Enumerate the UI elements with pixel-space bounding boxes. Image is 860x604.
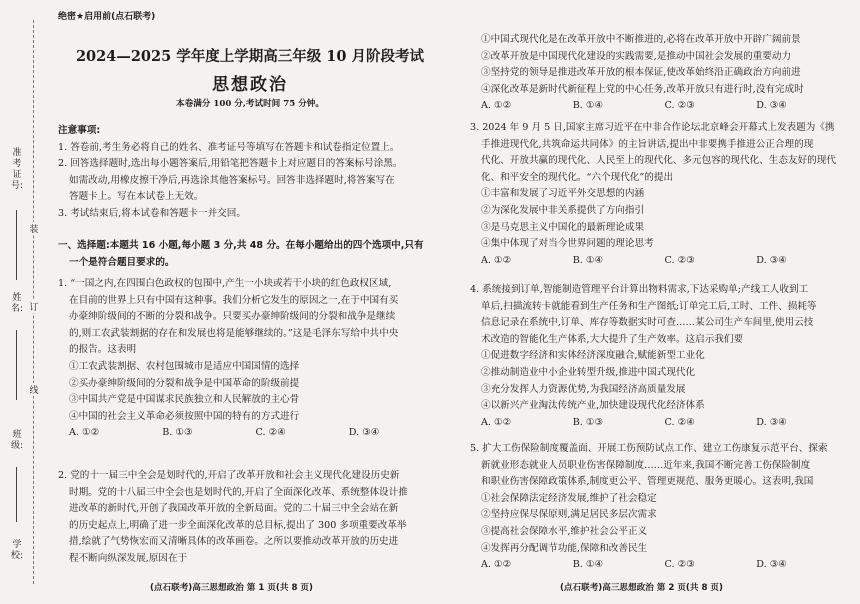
label-class: 班级:: [10, 430, 24, 451]
label-school: 学校:: [10, 540, 24, 561]
footer-page-2: (点石联考)高三思想政治 第 2 页(共 8 页): [560, 583, 723, 593]
question-text: 4. 系统接到订单,智能制造管理平台计算出物料需求,下达采购单;产线工人收到工: [470, 284, 809, 295]
options-row: [58, 425, 442, 442]
option-c: C. ②③: [664, 559, 695, 571]
secret-mark: 绝密★启用前(点石联考): [58, 12, 156, 22]
cut-mark: 订: [28, 300, 40, 313]
option-a: A. ①②: [69, 427, 100, 439]
option-c: C. ②④: [255, 427, 286, 439]
exam-subject: 思想政治: [212, 75, 288, 95]
question-text: 新就业形态就业人员职业伤害保障制度……近年来,我国不断完善工伤保险制度: [481, 459, 811, 471]
notes-item: 2. 回答选择题时,选出每小题答案后,用铅笔把答题卡上对应题目的答案标号涂黑。: [58, 158, 403, 170]
notes-item: 3. 考试结束后,将本试卷和答题卡一并交回。: [58, 207, 246, 219]
choice: ④深化改革是新时代新征程上党的中心任务,改革开放只有进行时,没有完成时: [481, 83, 804, 95]
option-a: A. ①②: [481, 559, 512, 571]
option-b: B. ①④: [572, 254, 604, 266]
cut-mark: 线: [28, 383, 40, 396]
option-a: A. ①②: [481, 100, 512, 112]
choice: ④以新兴产业淘汰传统产业,加快建设现代化经济体系: [481, 400, 705, 412]
question-3: [470, 120, 848, 269]
field-class: [16, 467, 17, 522]
question-text: 5. 扩大工伤保险制度覆盖面、开展工伤预防试点工作、建立工伤康复示范平台、探索: [470, 443, 828, 454]
option-d: D. ③④: [348, 427, 380, 439]
question-text: 的,则工农武装割据的存在和发展也将是能够继续的。”这是毛泽东写给中共中央: [69, 327, 399, 339]
option-b: B. ①④: [572, 100, 604, 112]
option-c: C. ②③: [664, 100, 695, 112]
binding-margin: [0, 0, 46, 604]
options-row: [470, 557, 848, 574]
question-text: 在目前的世界上只有中国有这种事。我们分析它发生的原因之一,在于中国有买: [69, 294, 399, 306]
field-exam-number: [16, 210, 17, 280]
question-text: 的报告。这表明: [69, 344, 137, 356]
option-a: A. ①②: [481, 254, 512, 266]
section-line: 一、选择题:本题共 16 小题,每小题 3 分,共 48 分。在每小题给出的四个选项中,只有: [58, 240, 424, 251]
section-heading: [58, 238, 442, 271]
options-row: [470, 98, 848, 115]
question-4: [470, 282, 848, 431]
question-text: 信息记录在系统中,订单、库存等数据实时可查……某公司生产车间里,使用云技: [481, 317, 814, 329]
choice: ②改革开放是中国现代化建设的实践需要,是推动中国社会发展的重要动力: [481, 50, 792, 62]
option-c: C. ②④: [664, 416, 695, 428]
option-b: B. ①③: [162, 427, 193, 439]
question-text: 办豪绅阶级间的不断的分裂和战争。只要买办豪绅阶级间的分裂和战争是继续: [69, 311, 396, 323]
choice: ③坚持党的领导是推进改革开放的根本保证,使改革始终沿正确政治方向前进: [481, 67, 801, 79]
question-text: 手推进现代化,共筑命运共同体》的主旨讲话,提出中非要携手推进公正合理的现: [481, 138, 814, 150]
notes-item: 1. 答卷前,考生务必将自己的姓名、准考证号等填写在答题卡和试卷指定位置上。: [58, 141, 400, 153]
choice: ②为深化发展中非关系提供了方向指引: [481, 204, 645, 216]
question-2-choices: [470, 32, 848, 115]
option-b: B. ①④: [572, 559, 604, 571]
notes-item: 答题卡上。写在本试卷上无效。: [69, 191, 204, 203]
exam-note: 本卷满分 100 分,考试时间 75 分钟。: [176, 99, 324, 109]
option-d: D. ③④: [756, 559, 787, 571]
option-b: B. ①③: [572, 416, 604, 428]
notes-item: 如需改动,用橡皮擦干净后,再选涂其他答案标号。回答非选择题时,将答案写在: [69, 174, 395, 186]
option-a: A. ①②: [481, 416, 512, 428]
choice: ①促进数字经济和实体经济深度融合,赋能新型工业化: [481, 350, 705, 362]
question-text: 时期。党的十八届三中全会也是划时代的,开启了全面深化改革、系统整体设计推: [69, 486, 408, 498]
question-2: [58, 468, 442, 568]
question-text: 化、和平安全的现代化。“六个现代化”的提出: [481, 171, 674, 183]
question-text: 3. 2024 年 9 月 5 日,国家主席习近平在中非合作论坛北京峰会开幕式上发表题为《携: [470, 122, 835, 133]
choice: ①丰富和发展了习近平外交思想的内涵: [481, 188, 645, 200]
option-d: D. ③④: [756, 254, 787, 266]
options-row: [470, 253, 848, 270]
option-d: D. ③④: [756, 416, 787, 428]
choice: ①中国式现代化是在改革开放中不断推进的,必将在改革开放中开辟广阔前景: [481, 34, 801, 45]
field-name: [16, 330, 17, 400]
question-text: 程不断向纵深发展,原因在于: [69, 552, 188, 564]
option-c: C. ②③: [664, 254, 695, 266]
choice: ①社会保障法定经济发展,维护了社会稳定: [481, 492, 657, 504]
section-line: 一个是符合题目要求的。: [69, 256, 175, 268]
choice: ④发挥再分配调节功能,保障和改善民生: [481, 542, 648, 554]
question-text: 1. “一国之内,在四围白色政权的包围中,产生一小块或若干小块的红色政权区域,: [58, 278, 392, 289]
notes-heading: 注意事项:: [58, 125, 101, 136]
options-row: [470, 415, 848, 432]
question-text: 进改革的新时代,开创了我国改革开放的全新局面。党的二十届三中全会站在新: [69, 503, 399, 515]
choice: ③充分发挥人力资源优势,为我国经济高质量发展: [481, 383, 686, 395]
choice: ③中国共产党是中国谋求民族独立和人民解放的主心骨: [69, 394, 300, 406]
choice: ④中国的社会主义革命必须按照中国的特有的方式进行: [69, 410, 300, 422]
choice: ②推动制造业中小企业转型升级,推进中国式现代化: [481, 366, 696, 378]
question-text: 的历史起点上,明确了进一步全面深化改革的总目标,提出了 300 多项重要改革举: [69, 519, 407, 531]
choice: ②买办豪绅阶级间的分裂和战争是中国革命的阶级前提: [69, 377, 300, 389]
question-text: 和职业伤害保障政策体系,制度更公平、管理更规范、服务更暖心。这表明,我国: [481, 476, 814, 488]
notes-block: [58, 123, 442, 223]
question-1: [58, 276, 442, 442]
question-text: 措,绘就了气势恢宏而又清晰具体的改革画卷。之所以要推动改革开放的历史进: [69, 536, 399, 548]
question-text: 代化、开放共赢的现代化、人民至上的现代化、多元包容的现代化、生态友好的现代: [481, 155, 836, 167]
label-name: 姓名:: [10, 293, 24, 314]
question-text: 术改造的智能化生产体系,大大提升了生产效率。这启示我们要: [481, 333, 744, 345]
choice: ③是马克思主义中国化的最新理论成果: [481, 221, 645, 233]
question-5: [470, 441, 848, 574]
label-exam-number: 准考证号:: [10, 148, 24, 191]
exam-title: 2024—2025 学年度上学期高三年级 10 月阶段考试: [75, 48, 425, 65]
option-d: D. ③④: [756, 100, 787, 112]
choice: ①工农武装割据、农村包围城市是适应中国国情的选择: [69, 360, 300, 372]
choice: ④集中体现了对当今世界问题的理论思考: [481, 238, 654, 250]
question-text: 单后,扫描流转卡就能看到生产任务和生产图纸;订单完工后,工时、工件、损耗等: [481, 300, 817, 312]
question-text: 2. 党的十一届三中全会是划时代的,开启了改革开放和社会主义现代化建设历史新: [58, 470, 400, 481]
footer-page-1: (点石联考)高三思想政治 第 1 页(共 8 页): [150, 583, 313, 593]
choice: ③提高社会保障水平,维护社会公平正义: [481, 525, 648, 537]
cut-mark: 装: [28, 222, 40, 235]
choice: ②坚持应保尽保原则,满足居民多层次需求: [481, 509, 657, 521]
